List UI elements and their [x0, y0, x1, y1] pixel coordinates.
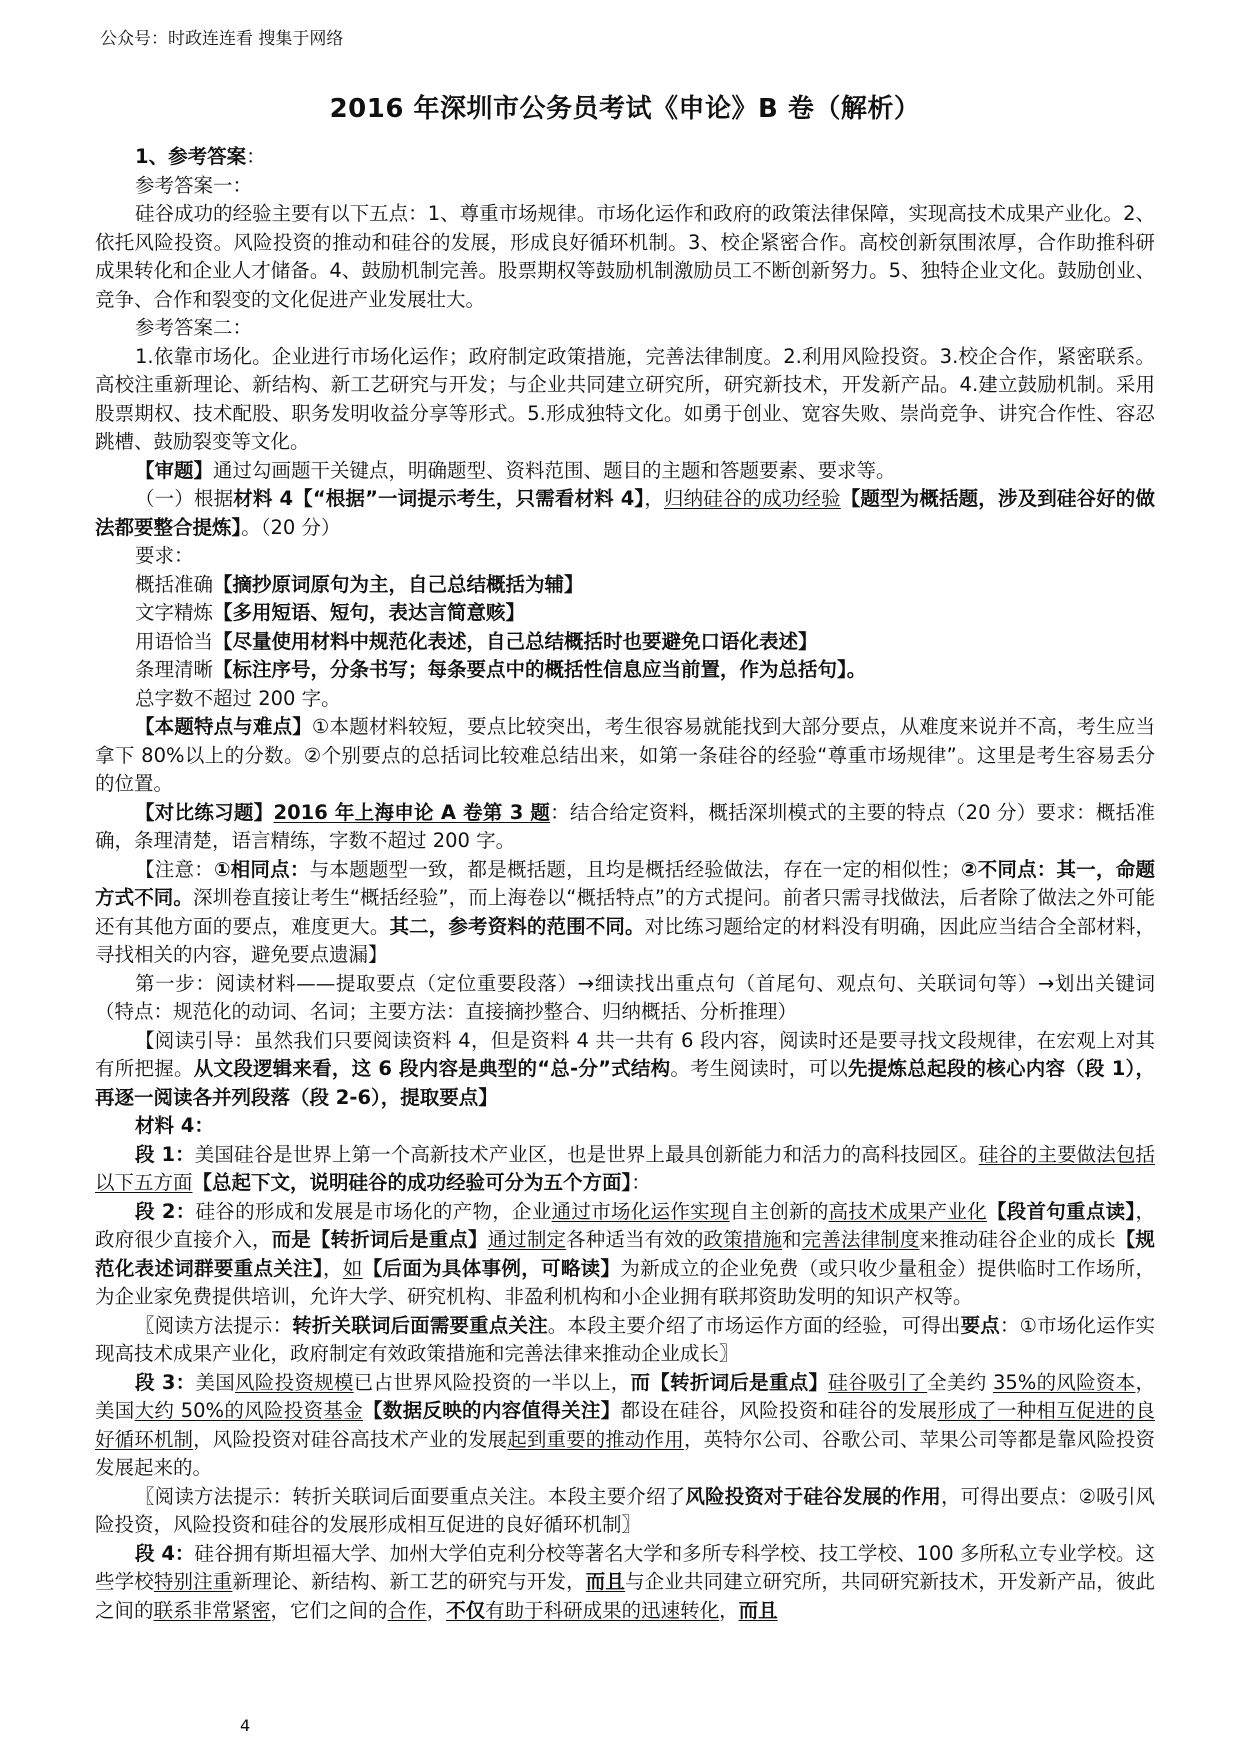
requirement-item: 文字精炼【多用短语、短句，表达言简意赅】 [135, 601, 526, 624]
document-body [95, 80, 1155, 1625]
answer-one-label: 参考答案一： [135, 173, 253, 197]
attention-note: 【注意：①相同点：与本题题型一致，都是概括题，且均是概括经验做法，存在一定的相似性；②不同点：其一，命题方式不同。深圳卷直接让考生“概括经验”，而上海卷以“概括特点”的方式提问。前者只需寻找做法，后者除了做法之外可能还有其他方面的要点，难度更大。其二，参考资料的范围不同。对比练习题给定的材料没有明确，因此应当结合全部材料，寻找相关的内容，避免要点遗漏】 [95, 857, 1155, 966]
reading-guide: 【阅读引导：虽然我们只要阅读资料 4，但是资料 4 共一共有 6 段内容，阅读时还是要寻找文段规律，在宏观上对其有所把握。从文段逻辑来看，这 6 段内容是典型的“总-分”式结构。考生阅读时，可以先提炼总起段的核心内容（段 1），再逐一阅读各并列段落（段 2-6），提取要点】 [95, 1028, 1155, 1109]
requirements-label: 要求： [135, 544, 194, 567]
document-title: 2016 年深圳市公务员考试《申论》B 卷（解析） [329, 94, 921, 124]
page-header: 公众号：时政连连看 搜集于网络 [100, 29, 344, 49]
answer-one-text: 硅谷成功的经验主要有以下五点：1、尊重市场规律。市场化运作和政府的政策法律保障，实现高技术成果产业化。2、依托风险投资。风险投资的推动和硅谷的发展，形成良好循环机制。3、校企紧密合作。高校创新氛围浓厚，合作助推科研成果转化和企业人才储备。4、鼓励机制完善。股票期权等鼓励机制激励员工不断创新努力。5、独特企业文化。鼓励创业、竞争、合作和裂变的文化促进产业发展壮大。 [95, 202, 1155, 311]
word-limit: 总字数不超过 200 字。 [135, 686, 341, 710]
reading-tip: 〖阅读方法提示：转折关联词后面需要重点关注。本段主要介绍了市场运作方面的经验，可得出要点：①市场化运作实现高技术成果产业化，政府制定有效政策措施和完善法律来推动企业成长〗 [95, 1313, 1155, 1365]
material-label: 材料 4： [135, 1114, 214, 1137]
material-paragraph-4: 段 4：硅谷拥有斯坦福大学、加州大学伯克利分校等著名大学和多所专科学校、技工学校、100 多所私立专业学校。这些学校特别注重新理论、新结构、新工艺的研究与开发，而且与企业共同建立研究所，共同研究新技术，开发新产品，彼此之间的联系非常紧密，它们之间的合作，不仅有助于科研成果的迅速转化，而且 [95, 1541, 1156, 1622]
question-statement: （一）根据材料 4【“根据”一词提示考生，只需看材料 4】，归纳硅谷的成功经验【题型为概括题，涉及到硅谷好的做法都要整合提炼】。（20 分） [95, 487, 1155, 539]
requirement-item: 用语恰当【尽量使用材料中规范化表述，自己总结概括时也要避免口语化表述】 [135, 629, 818, 653]
reading-tip: 〖阅读方法提示：转折关联词后面要重点关注。本段主要介绍了风险投资对于硅谷发展的作用，可得出要点：②吸引风险投资，风险投资和硅谷的发展形成相互促进的良好循环机制〗 [95, 1484, 1155, 1536]
material-paragraph-2: 段 2：硅谷的形成和发展是市场化的产物，企业通过市场化运作实现自主创新的高技术成果产业化【段首句重点读】，政府很少直接介入，而是【转折词后是重点】通过制定各种适当有效的政策措施和完善法律制度来推动硅谷企业的成长【规范化表述词群要重点关注】，如【后面为具体事例，可略读】为新成立的企业免费（或只收少量租金）提供临时工作场所，为企业家免费提供培训，允许大学、研究机构、非盈利机构和小企业拥有联邦资助发明的知识产权等。 [95, 1199, 1155, 1308]
question-review: 【审题】通过勾画题干关键点，明确题型、资料范围、题目的主题和答题要素、要求等。 [135, 458, 896, 482]
material-paragraph-1: 段 1：美国硅谷是世界上第一个高新技术产业区，也是世界上最具创新能力和活力的高科技园区。硅谷的主要做法包括以下五方面【总起下文，说明硅谷的成功经验可分为五个方面】： [95, 1142, 1155, 1194]
page-number: 4 [240, 1716, 251, 1735]
requirement-item: 条理清晰【标注序号，分条书写；每条要点中的概括性信息应当前置，作为总括句】。 [135, 658, 867, 681]
comparison-exercise: 【对比练习题】2016 年上海申论 A 卷第 3 题：结合给定资料，概括深圳模式的主要的特点（20 分）要求：概括准确，条理清楚，语言精练，字数不超过 200 字。 [95, 800, 1155, 852]
section-heading: 1、参考答案： [135, 145, 266, 168]
material-paragraph-3: 段 3：美国风险投资规模已占世界风险投资的一半以上，而【转折词后是重点】硅谷吸引了全美约 35%的风险资本，美国大约 50%的风险投资基金【数据反映的内容值得关注】都设在硅谷，风险投资和硅谷的发展形成了一种相互促进的良好循环机制，风险投资对硅谷高技术产业的发展起到重要的推动作用，英特尔公司、谷歌公司、苹果公司等都是靠风险投资发展起来的。 [95, 1370, 1155, 1479]
step-one: 第一步：阅读材料——提取要点（定位重要段落）→细读找出重点句（首尾句、观点句、关联词句等）→划出关键词（特点：规范化的动词、名词；主要方法：直接摘抄整合、归纳概括、分析推理） [95, 971, 1155, 1023]
features-difficulties: 【本题特点与难点】①本题材料较短，要点比较突出，考生很容易就能找到大部分要点，从难度来说并不高，考生应当拿下 80%以上的分数。②个别要点的总括词比较难总结出来，如第一条硅谷的经验“尊重市场规律”。这里是考生容易丢分的位置。 [95, 715, 1155, 795]
requirement-item: 概括准确【摘抄原词原句为主，自己总结概括为辅】 [135, 572, 584, 596]
answer-two-text: 1.依靠市场化。企业进行市场化运作；政府制定政策措施，完善法律制度。2.利用风险投资。3.校企合作，紧密联系。高校注重新理论、新结构、新工艺研究与开发；与企业共同建立研究所，研究新技术，开发新产品。4.建立鼓励机制。采用股票期权、技术配股、职务发明收益分享等形式。5.形成独特文化。如勇于创业、宽容失败、崇尚竞争、讲究合作性、容忍跳槽、鼓励裂变等文化。 [95, 344, 1155, 453]
answer-two-label: 参考答案二： [135, 316, 253, 339]
